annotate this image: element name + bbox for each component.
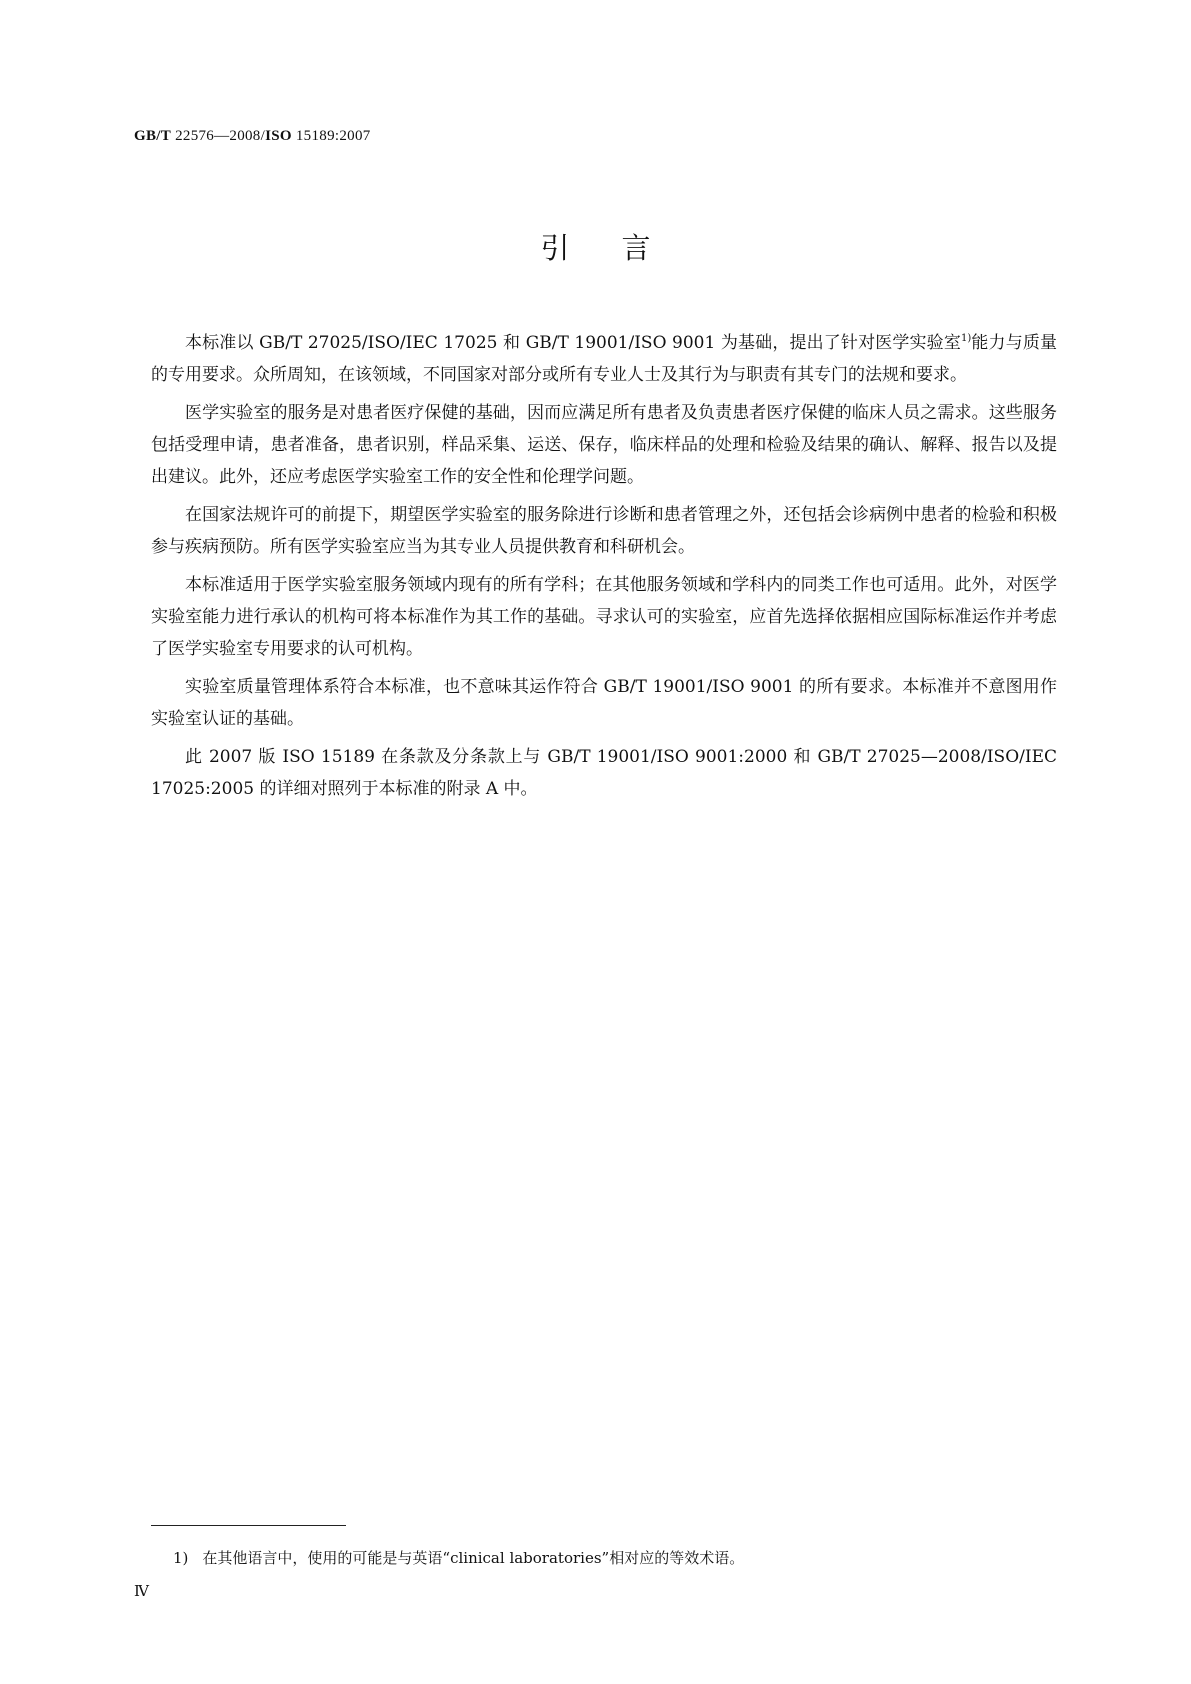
page-title: 引言: [540, 231, 703, 265]
footnote-divider: [151, 1525, 346, 1526]
paragraph-5: 实验室质量管理体系符合本标准，也不意味其运作符合 GB/T 19001/ISO 9001 的所有要求。本标准并不意图用作实验室认证的基础。: [151, 677, 1057, 729]
footnote: [173, 1547, 744, 1568]
footnote-number: 1): [173, 1549, 189, 1567]
paragraph-text: 能力与质量的专用要求。众所周知，在该领域，不同国家对部分或所有专业人士及其行为与职责有其专门的法规和要求。: [151, 333, 1057, 385]
header-iso-number: 15189:2007: [291, 128, 371, 144]
page-number: Ⅳ: [134, 1582, 149, 1600]
body-text: [151, 327, 1057, 811]
paragraph-1: [151, 327, 1057, 391]
paragraph-2: 医学实验室的服务是对患者医疗保健的基础，因而应满足所有患者及负责患者医疗保健的临床人员之需求。这些服务包括受理申请，患者准备，患者识别，样品采集、运送、保存，临床样品的处理和检验及结果的确认、解释、报告以及提出建议。此外，还应考虑医学实验室工作的安全性和伦理学问题。: [151, 403, 1057, 487]
footnote-text: 在其他语言中，使用的可能是与英语“clinical laboratories”相对应的等效术语。: [202, 1549, 745, 1567]
paragraph-3: 在国家法规许可的前提下，期望医学实验室的服务除进行诊断和患者管理之外，还包括会诊病例中患者的检验和积极参与疾病预防。所有医学实验室应当为其专业人员提供教育和科研机会。: [151, 505, 1057, 557]
header-gb-number: 22576—2008/: [171, 128, 266, 144]
paragraph-6: 此 2007 版 ISO 15189 在条款及分条款上与 GB/T 19001/ISO 9001:2000 和 GB/T 27025—2008/ISO/IEC 17025:2005 的详细对照列于本标准的附录 A 中。: [151, 747, 1057, 799]
document-header: [134, 128, 371, 145]
paragraph-4: 本标准适用于医学实验室服务领域内现有的所有学科；在其他服务领域和学科内的同类工作也可适用。此外，对医学实验室能力进行承认的机构可将本标准作为其工作的基础。寻求认可的实验室，应首先选择依据相应国际标准运作并考虑了医学实验室专用要求的认可机构。: [151, 575, 1057, 659]
header-iso: ISO: [265, 128, 292, 144]
paragraph-text: 本标准以 GB/T 27025/ISO/IEC 17025 和 GB/T 19001/ISO 9001 为基础，提出了针对医学实验室: [185, 333, 961, 353]
header-gb: GB/T: [134, 128, 172, 144]
footnote-ref: 1): [960, 333, 972, 344]
